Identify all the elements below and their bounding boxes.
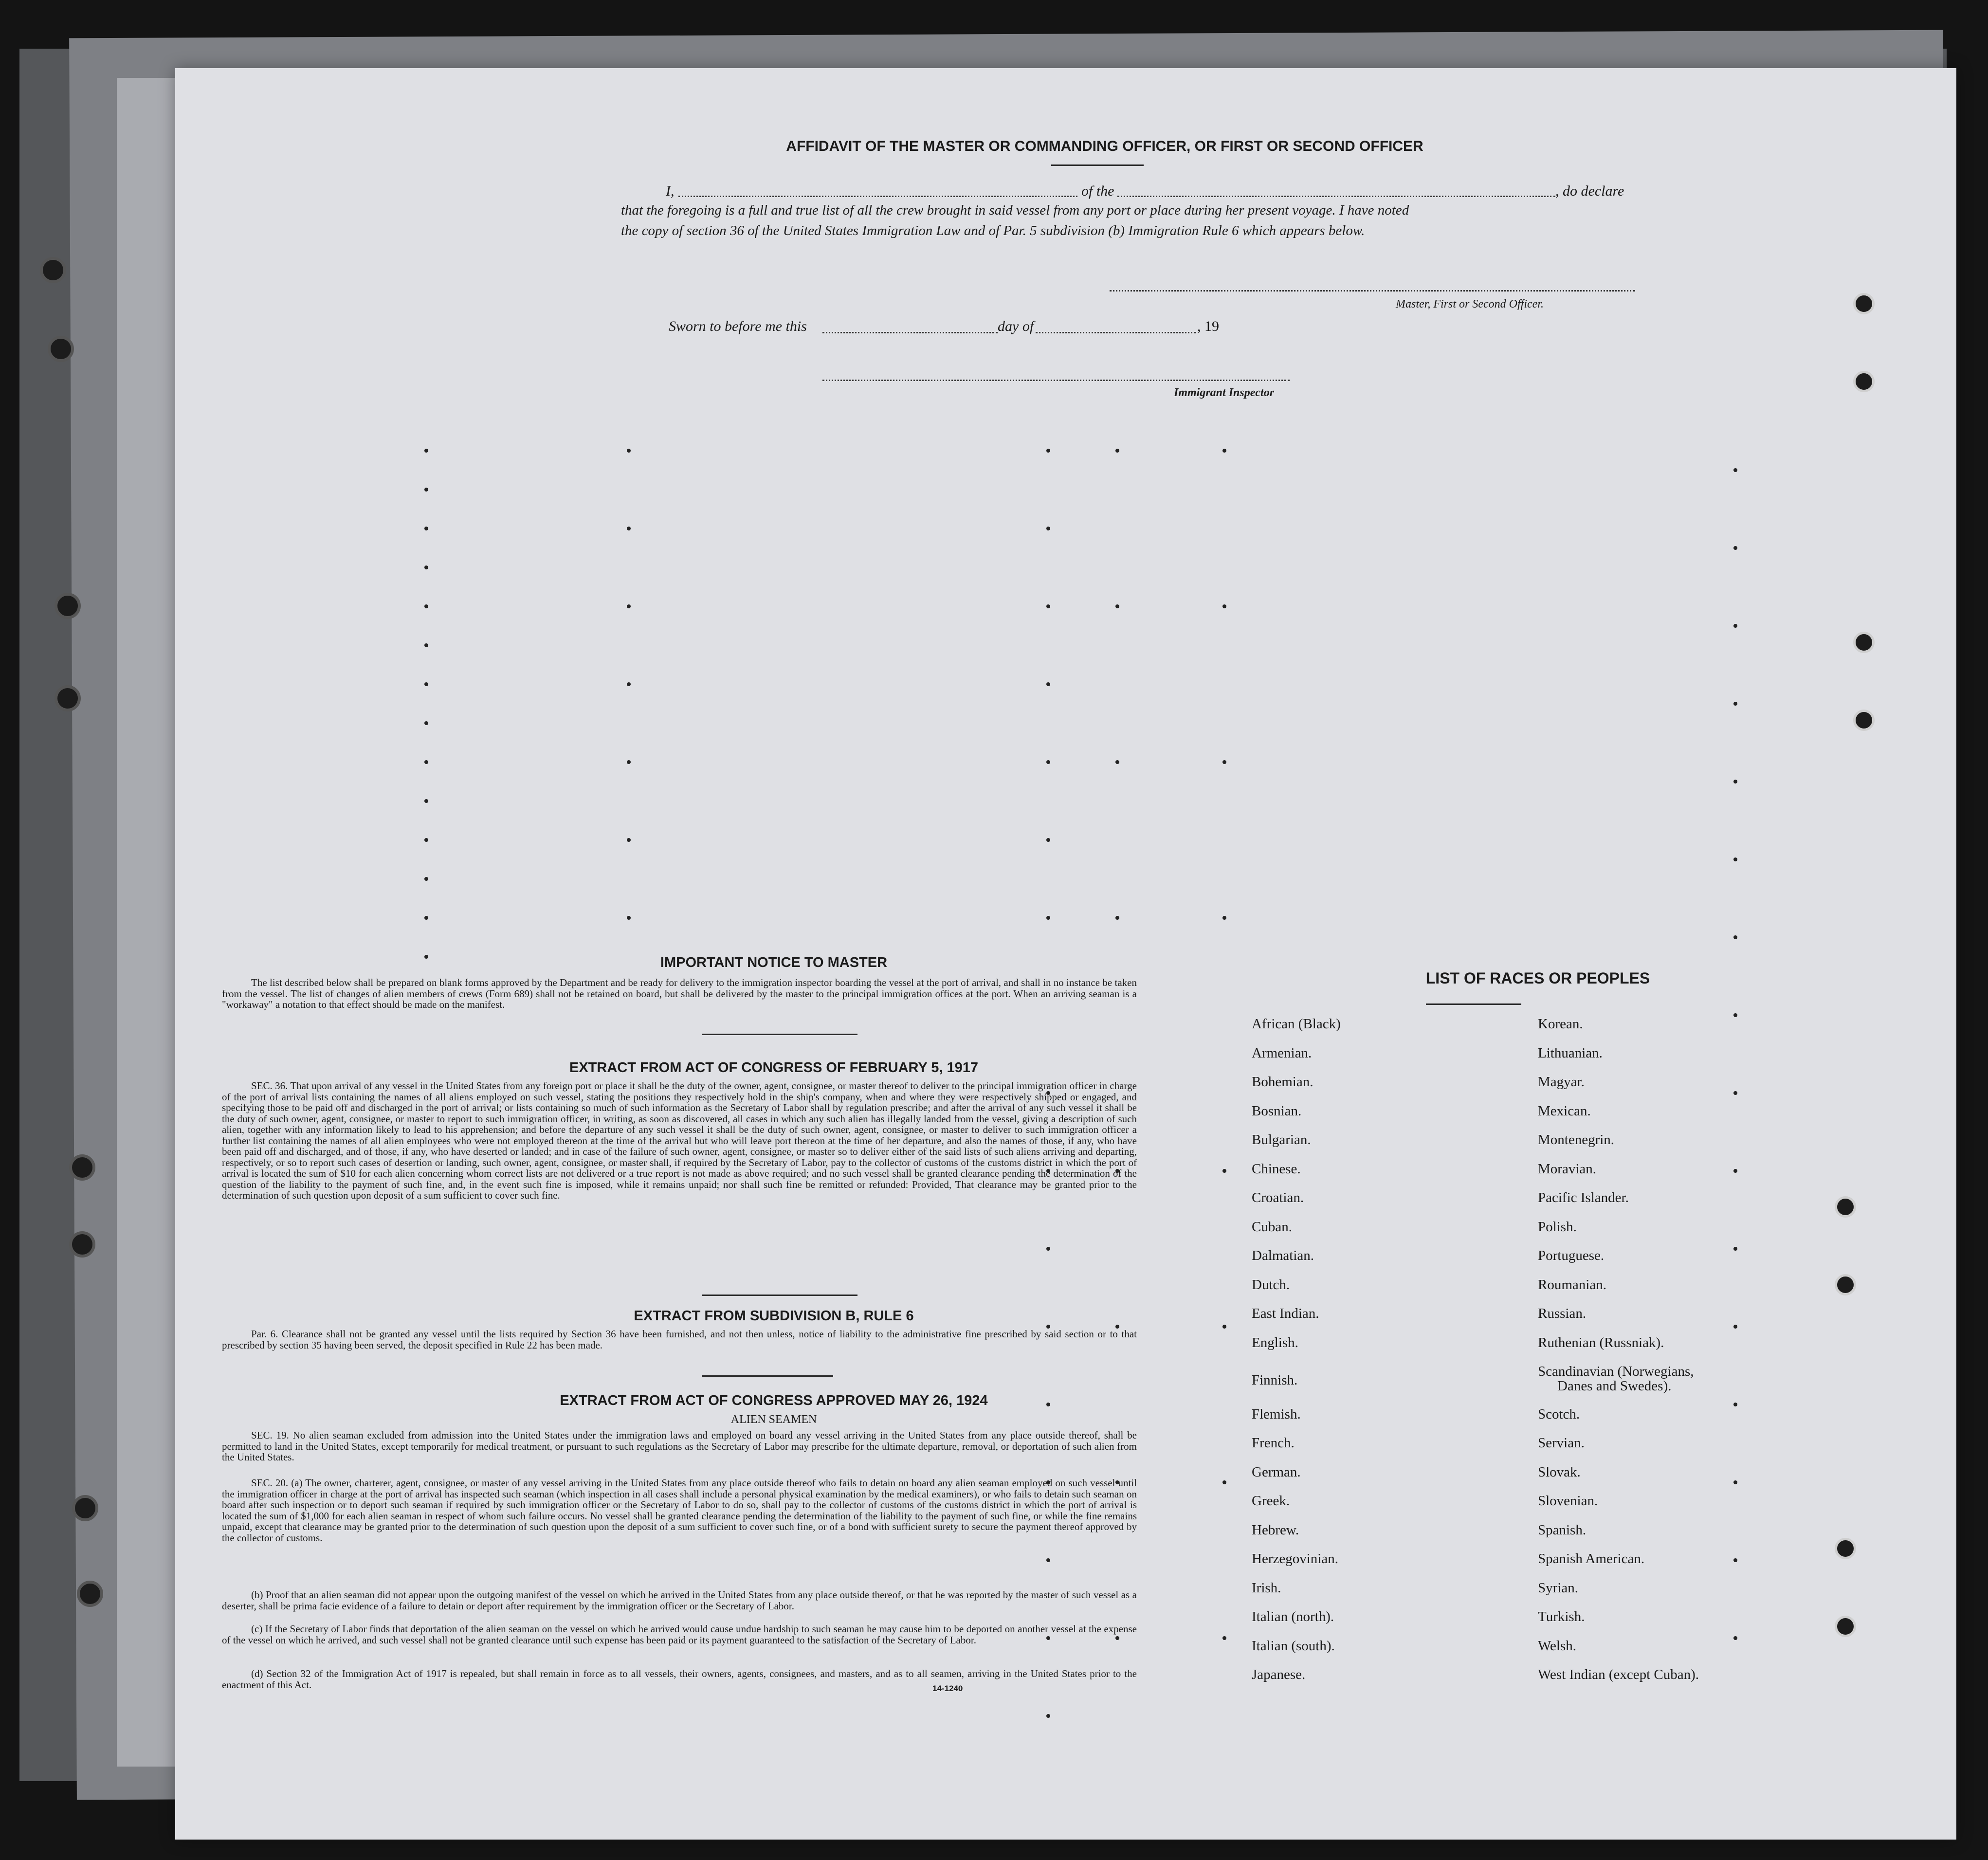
of-the-label: of the <box>1081 183 1114 199</box>
race-item: West Indian (except Cuban). <box>1538 1667 1699 1682</box>
extract-1924-sec20d: (d) Section 32 of the Immigration Act of 1917 is repealed, but shall remain in force as to all vessels, their owners, agents, consignees, and masters, and as to all seamen, arriving in the United States prior to the enactment of this Act. <box>222 1668 1137 1691</box>
binder-hole <box>69 1154 95 1181</box>
race-item: Danes and Swedes). <box>1557 1378 1672 1394</box>
race-item: Magyar. <box>1538 1074 1585 1090</box>
section-rule <box>702 1034 857 1035</box>
race-item: Servian. <box>1538 1435 1585 1451</box>
binder-hole <box>55 685 81 711</box>
binder-hole <box>1835 1196 1856 1218</box>
subdivision-b-title: EXTRACT FROM SUBDIVISION B, RULE 6 <box>634 1308 914 1324</box>
race-item: East Indian. <box>1252 1306 1319 1321</box>
extract-1924-sec20c: (c) If the Secretary of Labor finds that deportation of the alien seaman on the vessel on which he arrived would cause undue hardship to such seaman he may cause him to be deported on another vessel at the expense of the vessel on which he arrived, and such vessel shall not be granted clearance until such expense has been paid or its payment guaranteed to the satisfaction of the Secretary of Labor. <box>222 1623 1137 1646</box>
binder-hole <box>69 1231 95 1258</box>
race-item: Croatian. <box>1252 1190 1304 1205</box>
race-item: Hebrew. <box>1252 1522 1299 1538</box>
race-item: Scotch. <box>1538 1406 1580 1422</box>
race-item: Chinese. <box>1252 1161 1301 1177</box>
binder-hole <box>55 593 81 619</box>
race-item: Dutch. <box>1252 1276 1290 1293</box>
race-item: Slovenian. <box>1538 1493 1598 1509</box>
races-title: LIST OF RACES OR PEOPLES <box>1425 969 1650 987</box>
race-item: Turkish. <box>1538 1609 1585 1624</box>
race-item: Korean. <box>1538 1016 1583 1032</box>
binder-hole <box>77 1581 103 1607</box>
race-item: Scandinavian (Norwegians, <box>1538 1364 1694 1379</box>
race-item: Dalmatian. <box>1252 1248 1314 1263</box>
race-item: Polish. <box>1538 1219 1577 1235</box>
extract-1924-subtitle: ALIEN SEAMEN <box>730 1413 817 1426</box>
vessel-field[interactable] <box>1117 196 1555 197</box>
race-item: Spanish American. <box>1538 1551 1645 1567</box>
extract-1924-sec20a: SEC. 20. (a) The owner, charterer, agent, consignee, or master of any vessel arriving in the United States from any place outside thereof who fails to detain on board any alien seaman employed on such vessel until the immigration officer in charge at the port of arrival has inspected such seaman (which inspection in all cases shall include a personal physical examination by the medical examiners), or who fails to detain such seaman on board after such inspection or to deport such seaman if required by such immigration officer or the Secretary of Labor to do so, shall pay to the collector of customs of the customs district in which the port of arrival is located the sum of $1,000 for each alien seaman in respect of whom such failure occurs. No vessel shall be granted clearance pending the determination of the liability to the payment of such fine, or while the fine remains unpaid, except that clearance may be granted prior to the determination of such question upon the deposit of a sum sufficient to cover such fine, or of a bond with sufficient surety to secure the payment thereof approved by the collector of customs. <box>222 1477 1137 1544</box>
races-rule <box>1426 1003 1521 1005</box>
race-item: Portuguese. <box>1538 1248 1605 1263</box>
race-item: Bohemian. <box>1252 1074 1313 1090</box>
binder-hole <box>1835 1616 1856 1637</box>
race-item: Spanish. <box>1538 1522 1587 1538</box>
sworn-label: Sworn to before me this <box>669 318 807 334</box>
race-item: Armenian. <box>1252 1045 1312 1061</box>
affidavit-text-line2: that the foregoing is a full and true list of all the crew brought in said vessel from any port or place during her present voyage. I have noted <box>621 202 1409 218</box>
race-item: Syrian. <box>1538 1580 1578 1596</box>
section-rule <box>702 1295 857 1296</box>
binder-hole <box>1853 632 1875 653</box>
extract-1924-title: EXTRACT FROM ACT OF CONGRESS APPROVED MAY 26, 1924 <box>560 1393 988 1408</box>
race-item: Lithuanian. <box>1538 1045 1603 1061</box>
race-item: Cuban. <box>1252 1219 1292 1235</box>
race-item: Bulgarian. <box>1252 1132 1311 1148</box>
day-of-label: day of <box>998 318 1034 334</box>
race-item: African (Black) <box>1252 1016 1341 1032</box>
binder-hole <box>1835 1538 1856 1559</box>
affidavit-i-label: I, <box>666 183 675 199</box>
race-item: Moravian. <box>1538 1161 1596 1177</box>
binder-hole <box>1853 293 1875 314</box>
year-label: , 19 <box>1197 318 1219 334</box>
binder-hole <box>72 1495 98 1521</box>
race-item: Greek. <box>1252 1493 1290 1509</box>
notice-title: IMPORTANT NOTICE TO MASTER <box>660 955 888 970</box>
race-item: Irish. <box>1252 1580 1281 1596</box>
extract-1924-sec20b: (b) Proof that an alien seaman did not appear upon the outgoing manifest of the vessel on which he arrived in the United States from any place outside thereof, or that he was reported by the master of such vessel as a deserter, shall be prima facie evidence of a failure to detain or deport after requirement by the immigration officer or the Secretary of Labor. <box>222 1589 1137 1612</box>
race-item: Ruthenian (Russniak). <box>1538 1334 1664 1350</box>
subdivision-b-body: Par. 6. Clearance shall not be granted any vessel until the lists required by Section 36 have been furnished, and not then unless, notice of liability to the administrative fine prescribed by said section or to that prescribed by section 35 having been served, the deposit specified in Rule 22 has been made. <box>222 1328 1137 1351</box>
extract-1917-title: EXTRACT FROM ACT OF CONGRESS OF FEBRUARY 5, 1917 <box>569 1060 979 1076</box>
race-item: Welsh. <box>1538 1638 1577 1654</box>
sworn-month-field[interactable] <box>1036 332 1196 333</box>
form-page <box>175 68 1956 1840</box>
race-item: Russian. <box>1538 1306 1587 1321</box>
notice-body: The list described below shall be prepared on blank forms approved by the Department and be ready for delivery to the immigration inspector boarding the vessel at the port of arrival, and shall in no instance be taken from the vessel. The list of changes of alien members of crews (Form 689) shall not be retained on board, but shall be delivered by the master to the principal immigration offices at the port. When an arriving seaman is a "workaway" a notation to that effect should be made on the manifest. <box>222 977 1137 1010</box>
race-item: Herzegovinian. <box>1252 1551 1338 1567</box>
race-item: Flemish. <box>1252 1406 1301 1422</box>
master-caption: Master, First or Second Officer. <box>1396 298 1544 310</box>
affidavit-title: AFFIDAVIT OF THE MASTER OR COMMANDING OFFICER, OR FIRST OR SECOND OFFICER <box>786 138 1423 154</box>
race-item: Finnish. <box>1252 1372 1298 1388</box>
binder-hole <box>1835 1274 1856 1295</box>
binder-hole <box>1853 710 1875 731</box>
sworn-day-field[interactable] <box>822 332 998 333</box>
binder-hole <box>48 336 74 362</box>
do-declare-label: , do declare <box>1555 183 1624 199</box>
inspector-signature-field[interactable] <box>822 380 1290 381</box>
race-item: Roumanian. <box>1538 1276 1606 1293</box>
name-field[interactable] <box>678 196 1077 197</box>
affidavit-text-line3: the copy of section 36 of the United States Immigration Law and of Par. 5 subdivision (b) Immigration Rule 6 which appears below. <box>621 223 1365 238</box>
title-rule <box>1051 164 1144 166</box>
race-item: French. <box>1252 1435 1295 1451</box>
binder-hole <box>1853 371 1875 392</box>
race-item: Montenegrin. <box>1538 1132 1615 1148</box>
race-item: Slovak. <box>1538 1464 1581 1480</box>
race-item: English. <box>1252 1334 1298 1350</box>
race-item: German. <box>1252 1464 1301 1480</box>
race-item: Italian (south). <box>1252 1638 1335 1654</box>
inspector-caption: Immigrant Inspector <box>1174 386 1275 399</box>
form-number: 14-1240 <box>932 1684 963 1693</box>
race-item: Bosnian. <box>1252 1103 1302 1119</box>
race-item: Italian (north). <box>1252 1609 1334 1624</box>
section-rule <box>702 1375 833 1377</box>
extract-1924-sec19: SEC. 19. No alien seaman excluded from admission into the United States under the immigration laws and employed on board any vessel arriving in the United States from any place outside thereof, shall be permitted to land in the United States, except temporarily for medical treatment, or pursuant to such regulations as the Secretary of Labor may prescribe for the ultimate departure, removal, or deportation of such alien from the United States. <box>222 1429 1137 1463</box>
master-signature-field[interactable] <box>1110 290 1635 292</box>
extract-1917-body: SEC. 36. That upon arrival of any vessel in the United States from any foreign port or place it shall be the duty of the owner, agent, consignee, or master thereof to deliver to the principal immigration officer in charge of the port of arrival lists containing the names of all aliens employed on such vessel, stating the positions they respectively hold in the ship's company, when and where they were respectively shipped or engaged, and specifying those to be paid off and discharged in the port of arrival; or lists containing so much of such information as the Secretary of Labor shall by regulation prescribe; and after the arrival of any such vessel it shall be the duty of such owner, agent, consignee, or master to report to such immigration officer, in writing, as soon as discovered, all cases in which any such alien has illegally landed from the vessel, giving a description of such alien, together with any information likely to lead to his apprehension; and before the departure of any such vessel it shall be the duty of such owner, agent, consignee, or master to deliver to such immigration officer a further list containing the names of all alien employees who were not employed thereon at the time of the arrival but who will leave port thereon at the time of her departure, and also the names of those, if any, who have been paid off and discharged, and of those, if any, who have deserted or landed; and in case of the failure of such owner, agent, consignee, or master so to deliver either of the said lists of such aliens arriving and departing, respectively, or so to report such cases of desertion or landing, such owner, agent, consignee, or master shall, if required by the Secretary of Labor, pay to the collector of customs of the customs district in which the port of arrival is located the sum of $10 for each alien concerning whom correct lists are not delivered or a true report is not made as above required; and no such vessel shall be granted clearance pending the determination of the question of the liability to the payment of such fine, and, in the event such fine is imposed, while it remains unpaid; nor shall such fine be remitted or refunded: Provided, That clearance may be granted prior to the determination of such question upon deposit of a sum sufficient to cover such fine. <box>222 1080 1137 1201</box>
race-item: Pacific Islander. <box>1538 1190 1629 1205</box>
race-item: Japanese. <box>1252 1667 1306 1682</box>
binder-hole <box>40 257 66 283</box>
race-item: Mexican. <box>1538 1103 1591 1119</box>
